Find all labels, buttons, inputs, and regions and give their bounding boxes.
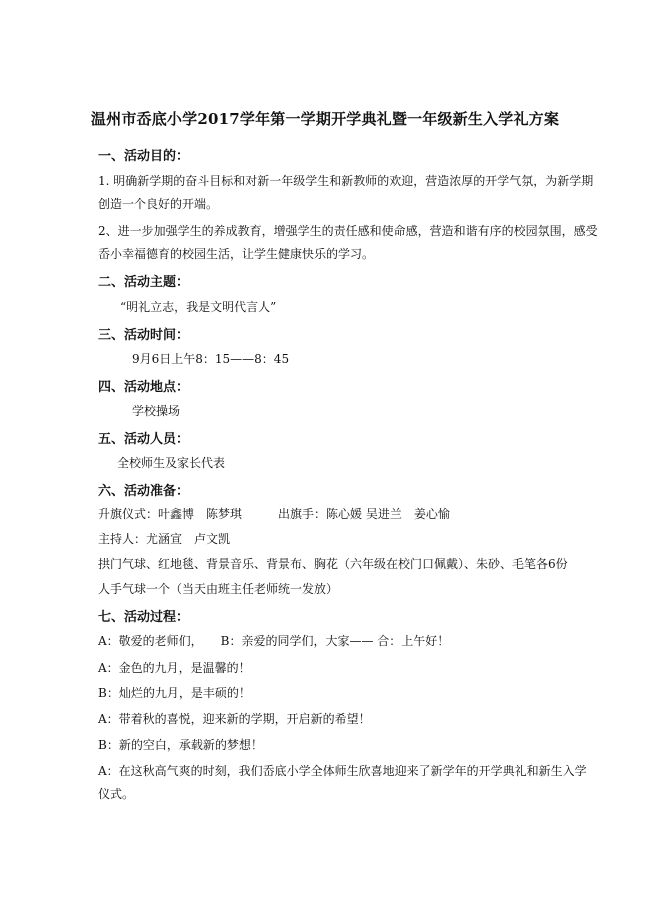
- heading-prep: 六、活动准备：: [98, 484, 190, 499]
- purpose-p1-line1: 1. 明确新学期的奋斗目标和对新一年级学生和新教师的欢迎，营造浓厚的开学气氛，为新学期: [98, 174, 594, 188]
- prep-flag-line: 升旗仪式：叶鑫博 陈梦琪 出旗手：陈心媛 吴进兰 姜心愉: [98, 507, 450, 521]
- document-title: 温州市岙底小学2017学年第一学期开学典礼暨一年级新生入学礼方案: [90, 110, 560, 128]
- people-text: 全校师生及家长代表: [117, 456, 226, 470]
- prep-host-line: 主持人：尤涵宣 卢文凯: [98, 532, 231, 546]
- purpose-p2-line1: 2、进一步加强学生的养成教育，增强学生的责任感和使命感，营造和谐有序的校园氛围，感受: [98, 224, 598, 238]
- purpose-p1-line2: 创造一个良好的开端。: [98, 197, 219, 211]
- heading-people: 五、活动人员：: [98, 432, 190, 447]
- heading-place: 四、活动地点：: [98, 380, 190, 395]
- process-line: B：灿烂的九月，是丰硕的！: [98, 686, 251, 700]
- process-line: A：敬爱的老师们， B：亲爱的同学们，大家—— 合：上午好！: [98, 634, 450, 648]
- process-line: 仪式。: [98, 787, 135, 801]
- prep-items-line: 拱门气球、红地毯、背景音乐、背景布、胸花（六年级在校门口佩戴）、朱砂、毛笔各6份: [98, 557, 568, 571]
- heading-process: 七、活动过程：: [98, 610, 190, 625]
- place-text: 学校操场: [132, 404, 181, 418]
- heading-time: 三、活动时间：: [98, 328, 190, 343]
- time-text: 9月6日上午8：15——8：45: [132, 352, 290, 366]
- heading-purpose: 一、活动目的：: [98, 149, 190, 164]
- process-line: B：新的空白，承载新的梦想！: [98, 738, 263, 752]
- prep-balloon-line: 人手气球一个（当天由班主任老师统一发放）: [98, 582, 339, 596]
- heading-theme: 二、活动主题：: [98, 275, 190, 290]
- theme-text: “明礼立志，我是文明代言人”: [120, 300, 277, 314]
- process-line: A：带着秋的喜悦，迎来新的学期，开启新的希望！: [98, 712, 371, 726]
- process-line: A：金色的九月，是温馨的！: [98, 661, 251, 675]
- purpose-p2-line2: 岙小幸福德育的校园生活，让学生健康快乐的学习。: [98, 247, 375, 261]
- process-line: A：在这秋高气爽的时刻，我们岙底小学全体师生欣喜地迎来了新学年的开学典礼和新生入学: [98, 764, 587, 778]
